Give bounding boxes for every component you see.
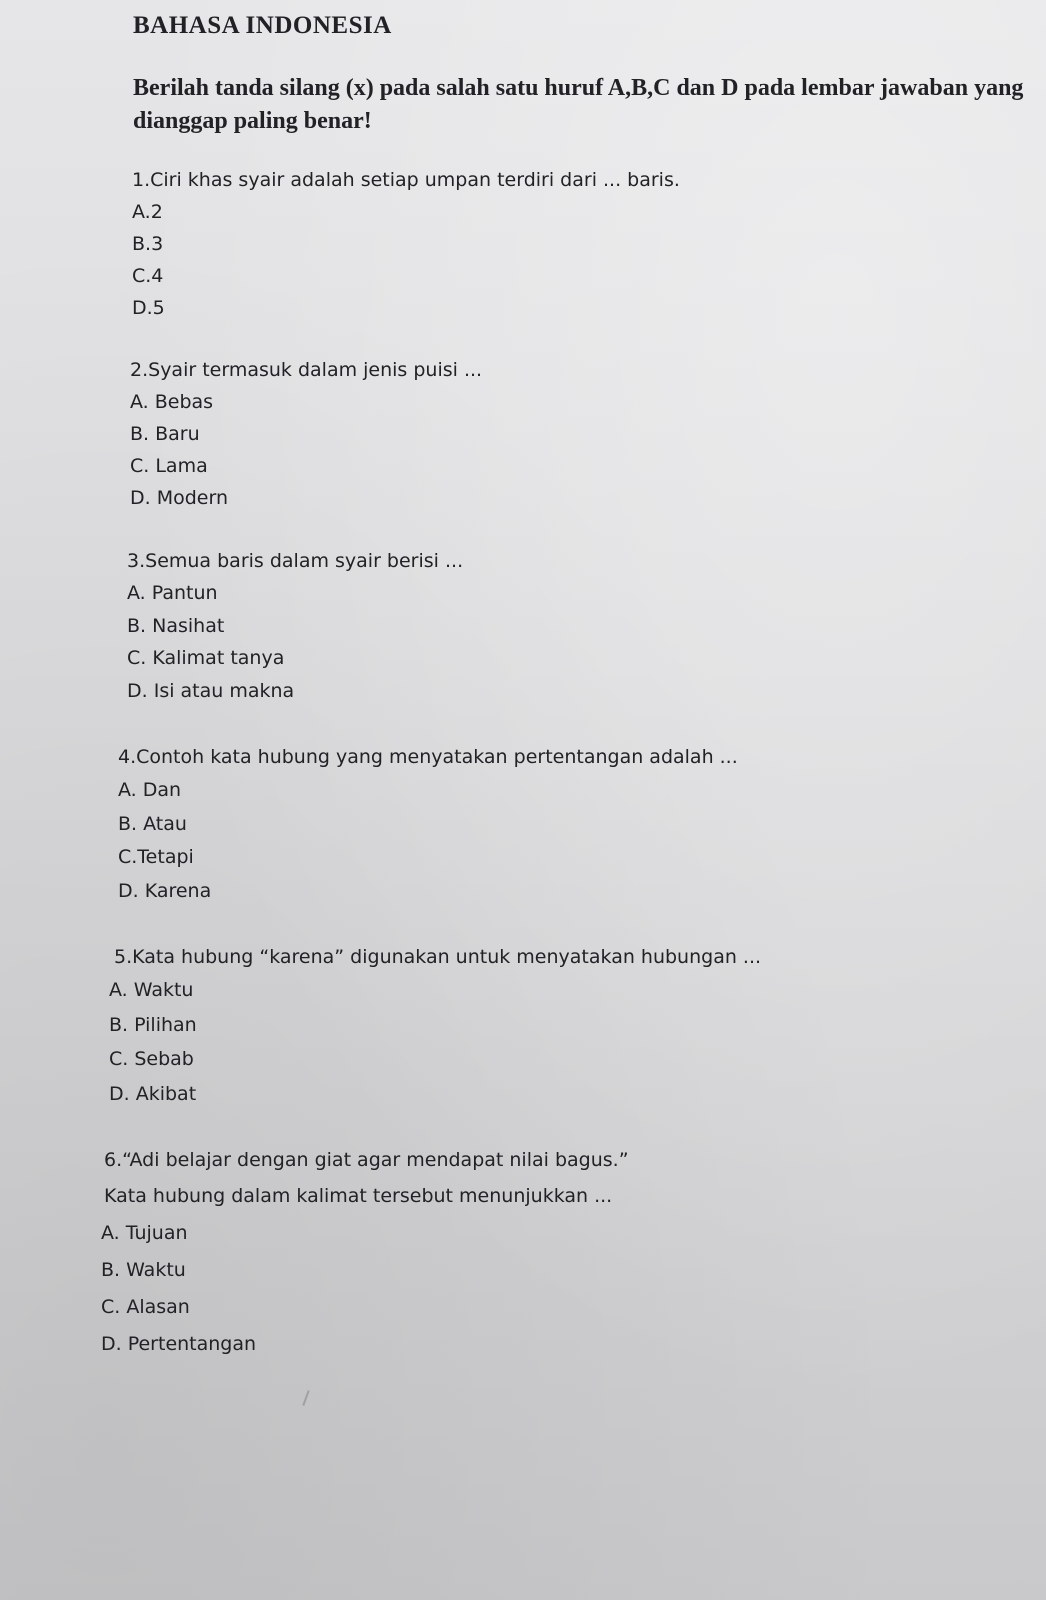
question-5	[109, 945, 762, 1116]
question-1-option-a[interactable]: A.2	[132, 201, 163, 223]
question-4-option-d[interactable]: D. Karena	[118, 879, 212, 902]
page-title: BAHASA INDONESIA	[133, 12, 392, 39]
question-4	[118, 745, 738, 912]
question-2-option-a[interactable]: A. Bebas	[130, 391, 214, 413]
instruction-text: Berilah tanda silang (x) pada salah satu huruf A,B,C dan D pada lembar jawaban yang dianggap paling benar!	[133, 75, 1024, 134]
question-6-stem-line-2: Kata hubung dalam kalimat tersebut menunjukkan ...	[104, 1185, 613, 1207]
question-6	[101, 1148, 629, 1369]
question-2-option-d[interactable]: D. Modern	[130, 487, 228, 509]
question-6-option-d[interactable]: D. Pertentangan	[101, 1333, 257, 1355]
question-3	[127, 549, 463, 711]
question-5-stem: 5.Kata hubung “karena” digunakan untuk menyatakan hubungan ...	[114, 946, 762, 968]
question-3-option-c[interactable]: C. Kalimat tanya	[127, 647, 285, 669]
question-1	[132, 168, 680, 328]
pencil-mark	[302, 1390, 309, 1406]
question-5-option-c[interactable]: C. Sebab	[109, 1048, 194, 1070]
question-6-option-a[interactable]: A. Tujuan	[101, 1222, 188, 1244]
question-4-option-a[interactable]: A. Dan	[118, 779, 182, 801]
question-3-option-a[interactable]: A. Pantun	[127, 582, 218, 604]
question-6-option-c[interactable]: C. Alasan	[101, 1296, 190, 1318]
question-3-option-d[interactable]: D. Isi atau makna	[127, 679, 295, 702]
question-1-stem: 1.Ciri khas syair adalah setiap umpan terdiri dari ... baris.	[132, 169, 680, 191]
question-5-option-d[interactable]: D. Akibat	[109, 1082, 197, 1105]
question-3-stem: 3.Semua baris dalam syair berisi ...	[127, 550, 464, 572]
question-4-option-b[interactable]: B. Atau	[118, 812, 187, 835]
question-3-option-b[interactable]: B. Nasihat	[127, 614, 225, 637]
question-6-option-b[interactable]: B. Waktu	[101, 1259, 186, 1281]
question-2-option-c[interactable]: C. Lama	[130, 455, 208, 477]
question-2-option-b[interactable]: B. Baru	[130, 423, 200, 445]
question-2-stem: 2.Syair termasuk dalam jenis puisi ...	[130, 359, 483, 381]
question-4-stem: 4.Contoh kata hubung yang menyatakan pertentangan adalah ...	[118, 746, 738, 768]
question-1-option-c[interactable]: C.4	[132, 265, 164, 287]
question-5-option-b[interactable]: B. Pilihan	[109, 1013, 197, 1036]
question-1-option-d[interactable]: D.5	[132, 297, 165, 319]
question-4-option-c[interactable]: C.Tetapi	[118, 846, 194, 868]
question-1-option-b[interactable]: B.3	[132, 233, 164, 255]
question-5-option-a[interactable]: A. Waktu	[109, 979, 194, 1001]
question-2	[130, 358, 482, 518]
question-6-stem: 6.“Adi belajar dengan giat agar mendapat nilai bagus.”	[104, 1149, 629, 1171]
